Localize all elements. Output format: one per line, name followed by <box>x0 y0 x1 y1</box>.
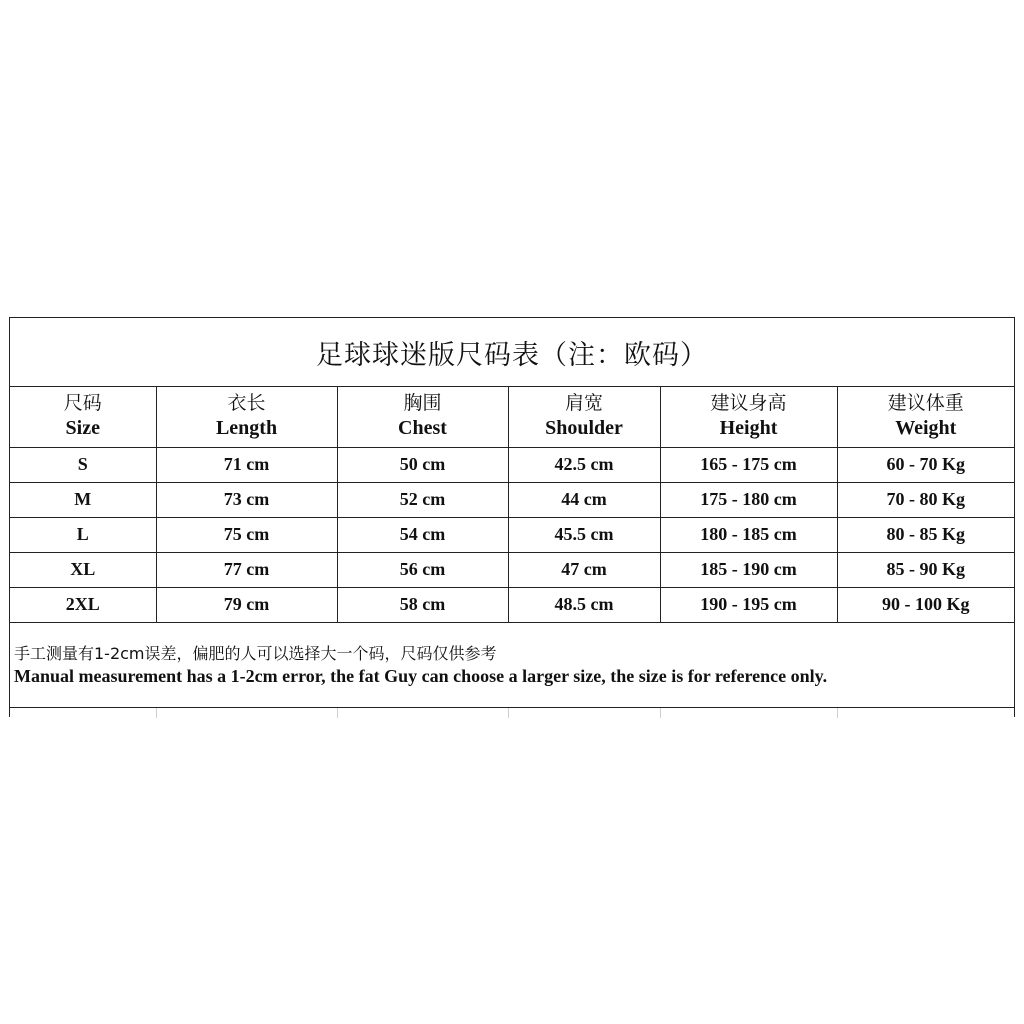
header-length-en: Length <box>215 417 278 440</box>
cell-shoulder: 44 cm <box>508 482 660 517</box>
table-row <box>10 552 1014 587</box>
header-height-zh: 建议身高 <box>710 392 787 415</box>
cell-chest: 52 cm <box>337 482 508 517</box>
header-chest <box>337 386 508 447</box>
column-tick-marks <box>10 708 1014 718</box>
chart-title: 足球球迷版尺码表（注：欧码） <box>10 318 1014 387</box>
header-size <box>10 386 156 447</box>
table-header-row <box>10 386 1014 447</box>
table-row <box>10 447 1014 482</box>
column-tick <box>337 708 338 718</box>
cell-shoulder: 45.5 cm <box>508 517 660 552</box>
cell-size: L <box>10 517 156 552</box>
header-height-en: Height <box>719 417 778 440</box>
measurement-note <box>10 619 1014 708</box>
table-row <box>10 587 1014 622</box>
cell-length: 71 cm <box>156 447 337 482</box>
cell-size: 2XL <box>10 587 156 622</box>
cell-size: XL <box>10 552 156 587</box>
header-weight-zh: 建议体重 <box>887 392 964 415</box>
cell-shoulder: 48.5 cm <box>508 587 660 622</box>
note-chinese: 手工测量有1-2cm误差，偏肥的人可以选择大一个码，尺码仅供参考 <box>14 644 497 663</box>
header-shoulder-en: Shoulder <box>545 417 623 440</box>
cell-length: 77 cm <box>156 552 337 587</box>
cell-weight: 70 - 80 Kg <box>837 482 1014 517</box>
column-tick <box>508 708 509 718</box>
cell-shoulder: 47 cm <box>508 552 660 587</box>
header-length <box>156 386 337 447</box>
note-english: Manual measurement has a 1-2cm error, the fat Guy can choose a larger size, the size is for reference only. <box>14 666 828 686</box>
column-tick <box>156 708 157 718</box>
cell-shoulder: 42.5 cm <box>508 447 660 482</box>
table-row <box>10 482 1014 517</box>
cell-height: 180 - 185 cm <box>660 517 837 552</box>
cell-chest: 50 cm <box>337 447 508 482</box>
header-height <box>660 386 837 447</box>
cell-chest: 56 cm <box>337 552 508 587</box>
cell-size: S <box>10 447 156 482</box>
header-weight <box>837 386 1014 447</box>
cell-height: 175 - 180 cm <box>660 482 837 517</box>
cell-length: 75 cm <box>156 517 337 552</box>
cell-height: 165 - 175 cm <box>660 447 837 482</box>
cell-length: 79 cm <box>156 587 337 622</box>
column-tick <box>837 708 838 718</box>
header-chest-en: Chest <box>398 417 447 440</box>
cell-size: M <box>10 482 156 517</box>
cell-chest: 54 cm <box>337 517 508 552</box>
cell-length: 73 cm <box>156 482 337 517</box>
cell-height: 190 - 195 cm <box>660 587 837 622</box>
header-shoulder <box>508 386 660 447</box>
header-size-en: Size <box>65 417 100 440</box>
cell-weight: 60 - 70 Kg <box>837 447 1014 482</box>
cell-height: 185 - 190 cm <box>660 552 837 587</box>
header-shoulder-zh: 肩宽 <box>564 392 603 415</box>
size-table <box>10 386 1014 623</box>
cell-weight: 80 - 85 Kg <box>837 517 1014 552</box>
header-size-zh: 尺码 <box>63 392 102 415</box>
table-row <box>10 517 1014 552</box>
header-length-zh: 衣长 <box>227 392 266 415</box>
column-tick <box>660 708 661 718</box>
cell-chest: 58 cm <box>337 587 508 622</box>
header-chest-zh: 胸围 <box>403 392 442 415</box>
cell-weight: 90 - 100 Kg <box>837 587 1014 622</box>
size-chart <box>9 317 1015 717</box>
header-weight-en: Weight <box>895 417 957 440</box>
cell-weight: 85 - 90 Kg <box>837 552 1014 587</box>
